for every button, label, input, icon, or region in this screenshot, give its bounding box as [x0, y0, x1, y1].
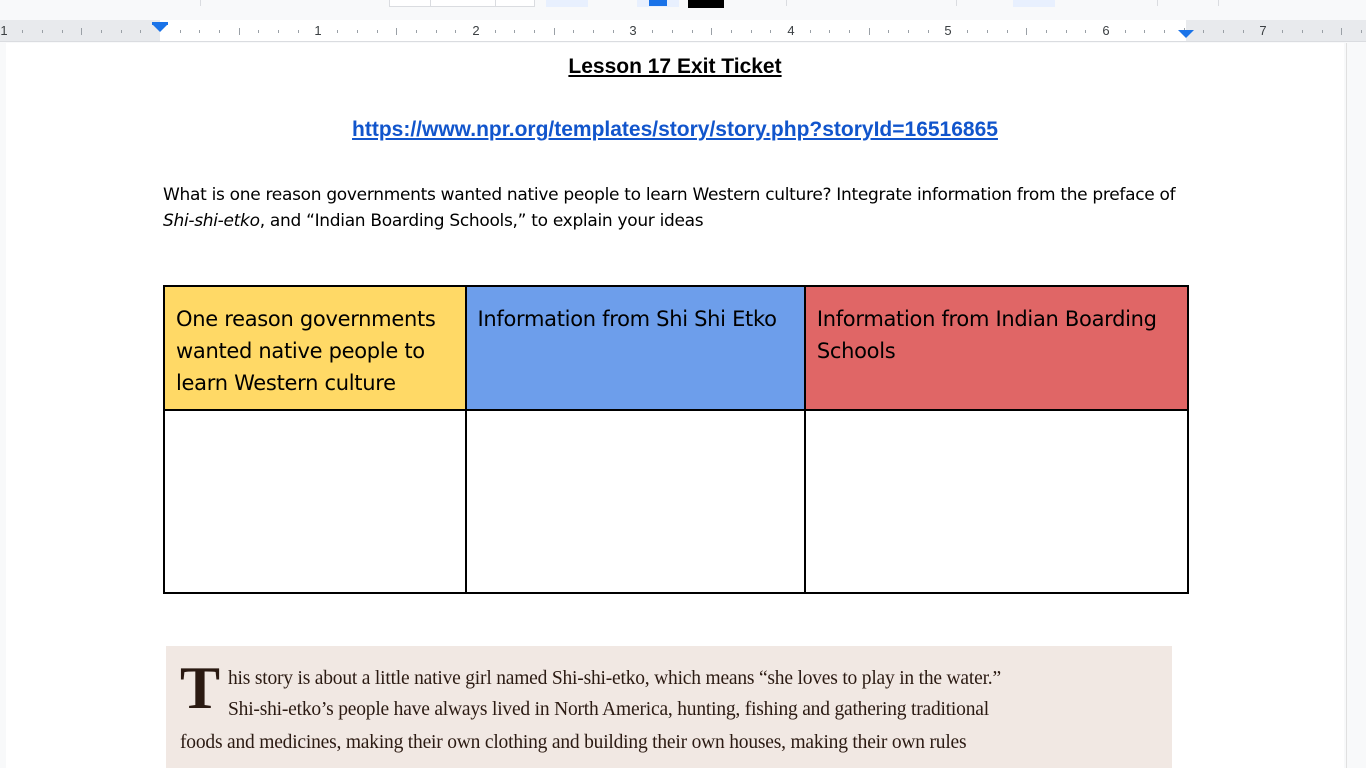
ruler-tick: [1361, 30, 1362, 33]
ruler-tick: [1125, 30, 1126, 33]
toolbar-divider: [956, 0, 957, 6]
header-reason[interactable]: One reason governments wanted native people to learn Western culture: [164, 286, 466, 410]
ruler-tick: [1341, 28, 1342, 35]
ruler-tick: [514, 30, 515, 33]
excerpt-line: his story is about a little native girl named Shi-shi-etko, which means “she loves to play in the water.”: [228, 668, 1001, 689]
ruler-tick: [219, 30, 220, 33]
ruler-tick: [849, 30, 850, 33]
answer-cell-reason[interactable]: [164, 410, 466, 593]
text-color-swatch[interactable]: [688, 0, 724, 8]
header-indian-boarding-schools[interactable]: Information from Indian Boarding Schools: [805, 286, 1188, 410]
ruler-tick: [121, 30, 122, 33]
ruler-tick: [967, 30, 968, 33]
ruler-tick: [573, 30, 574, 33]
ruler-tick: [396, 28, 397, 35]
toolbar-divider: [786, 0, 787, 6]
ruler-tick: [455, 30, 456, 33]
story-link[interactable]: https://www.npr.org/templates/story/story.php?storyId=16516865: [352, 118, 998, 141]
ruler-tick: [81, 28, 82, 35]
ruler-tick: [377, 30, 378, 33]
ruler-number: 2: [472, 23, 480, 38]
ruler-tick: [1302, 30, 1303, 33]
ruler-tick: [298, 30, 299, 33]
ruler-tick: [416, 30, 417, 33]
ruler-tick: [1144, 30, 1145, 33]
ruler-number: 7: [1259, 23, 1267, 38]
ruler-tick: [593, 30, 594, 33]
ruler-tick: [869, 28, 870, 35]
ruler-tick: [278, 30, 279, 33]
ruler-tick: [22, 30, 23, 33]
ruler-tick: [42, 30, 43, 33]
ruler-number: 6: [1102, 23, 1110, 38]
ruler-tick: [1026, 28, 1027, 35]
ruler-tick: [495, 30, 496, 33]
toolbar-remnant: [0, 0, 1366, 8]
toolbar-divider: [1157, 0, 1158, 6]
ruler-tick: [337, 30, 338, 33]
ruler-number: 4: [787, 23, 795, 38]
header-shi-shi-etko[interactable]: Information from Shi Shi Etko: [466, 286, 805, 410]
ruler-tick: [1085, 30, 1086, 33]
ruler-tick: [101, 30, 102, 33]
ruler-tick: [1066, 30, 1067, 33]
ruler-tick: [554, 28, 555, 35]
right-indent-handle[interactable]: [1178, 30, 1194, 38]
ruler-tick: [534, 30, 535, 33]
ruler-tick: [928, 30, 929, 33]
ruler-tick: [751, 30, 752, 33]
ruler-tick: [613, 30, 614, 33]
ruler-tick: [239, 28, 240, 35]
exit-ticket-table: [163, 285, 1189, 594]
ruler-number: 1: [314, 23, 322, 38]
ruler-tick: [829, 30, 830, 33]
ruler-tick: [1164, 30, 1165, 33]
ruler-tick: [770, 30, 771, 33]
ruler-tick: [1046, 30, 1047, 33]
prompt-text: What is one reason governments wanted native people to learn Western culture? Integrate information from the preface of: [163, 185, 1176, 205]
ruler-tick: [652, 30, 653, 33]
ruler-number: 5: [944, 23, 952, 38]
ruler-tick: [731, 30, 732, 33]
toolbar-button[interactable]: [495, 0, 535, 7]
font-size-field[interactable]: [430, 0, 496, 7]
toolbar-divider: [200, 0, 201, 6]
ruler-tick: [258, 30, 259, 33]
ruler-tick: [180, 30, 181, 33]
ruler-tick: [987, 30, 988, 33]
excerpt-line: foods and medicines, making their own clothing and building their own houses, making their own rules: [180, 732, 967, 753]
toolbar-button-active[interactable]: [546, 0, 588, 7]
highlight-icon: [649, 0, 667, 6]
answer-cell-boarding-schools[interactable]: [805, 410, 1188, 593]
toolbar-button-active[interactable]: [1013, 0, 1055, 7]
vertical-scrollbar[interactable]: [1346, 43, 1366, 768]
ruler-tick: [1243, 30, 1244, 33]
ruler-right-margin[interactable]: [1186, 20, 1366, 42]
excerpt-line: Shi-shi-etko’s people have always lived in North America, hunting, fishing and gathering traditional: [228, 699, 989, 720]
ruler-tick: [199, 30, 200, 33]
ruler-tick: [1322, 30, 1323, 33]
book-excerpt-image[interactable]: [166, 646, 1172, 768]
answer-cell-shi-shi-etko[interactable]: [466, 410, 805, 593]
ruler-tick: [1007, 30, 1008, 33]
ruler-tick: [1203, 30, 1204, 33]
ruler-tick: [1282, 30, 1283, 33]
prompt-text-end: , and “Indian Boarding Schools,” to explain your ideas: [259, 211, 704, 231]
document-title: Lesson 17 Exit Ticket: [568, 55, 782, 78]
toolbar-button[interactable]: [389, 0, 431, 7]
ruler-tick: [711, 28, 712, 35]
left-indent-handle[interactable]: [152, 24, 168, 32]
ruler-tick: [888, 30, 889, 33]
ruler-tick: [908, 30, 909, 33]
ruler-tick: [810, 30, 811, 33]
horizontal-ruler[interactable]: [0, 20, 1366, 42]
ruler-tick: [357, 30, 358, 33]
ruler-tick: [140, 30, 141, 33]
ruler-tick: [436, 30, 437, 33]
ruler-tick: [1223, 30, 1224, 33]
ruler-tick: [692, 30, 693, 33]
ruler-number: 3: [629, 23, 637, 38]
toolbar-divider: [1218, 0, 1219, 6]
ruler-left-margin[interactable]: [0, 20, 160, 42]
drop-cap: T: [180, 655, 221, 721]
ruler-tick: [672, 30, 673, 33]
ruler-number: 1: [0, 23, 8, 38]
book-title: Shi-shi-etko: [163, 211, 260, 231]
ruler-tick: [62, 30, 63, 33]
exit-ticket-prompt: [163, 182, 1193, 234]
